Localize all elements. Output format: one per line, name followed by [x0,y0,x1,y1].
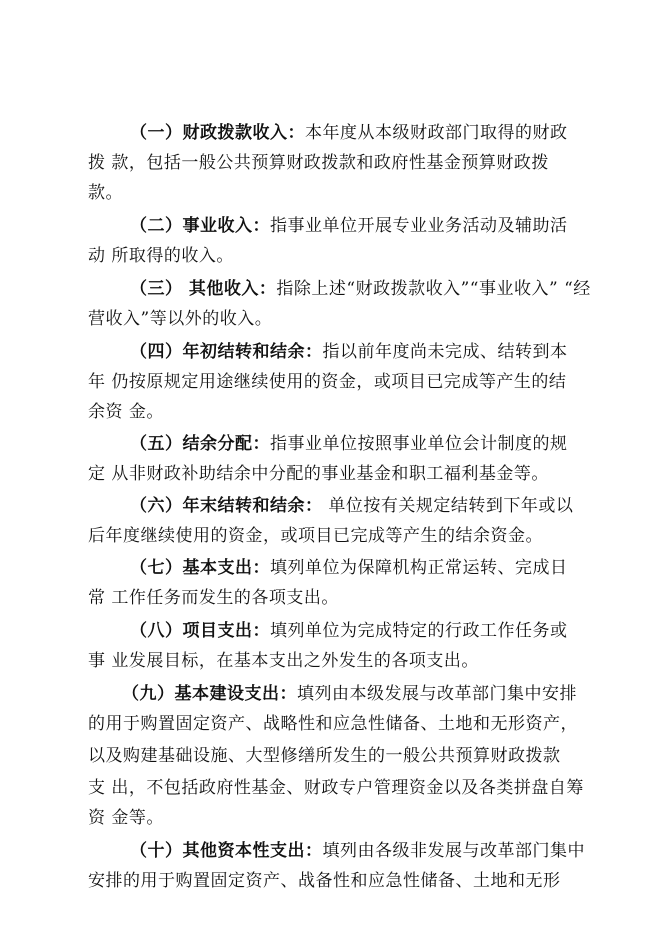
item-text: 营收入”等以外的收入。 [88,309,273,329]
item-text: 填列单位为保障机构正常运转、完成日 [270,558,568,578]
item-continuation-line [88,587,339,609]
item-term: （四）年初结转和结余： [130,342,323,362]
item-first-line [130,215,568,237]
item-text: 拨 款，包括一般公共预算财政拨款和政府性基金预算财政拨 [88,153,549,173]
item-term: （九）基本建设支出： [122,684,297,704]
item-first-line [130,433,568,455]
item-text: 指除上述“财政拨款收入”“事业收入” “经 [276,279,591,299]
item-continuation-line [88,182,123,204]
item-term: （二）事业收入： [130,216,270,236]
item-first-line [130,620,568,642]
item-term: （一）财政拨款收入： [130,123,305,143]
item-text: 本年度从本级财政部门取得的财政 [305,123,568,143]
item-continuation-line [88,308,272,330]
item-text: 款。 [88,183,123,203]
item-text: 安排的用于购置固定资产、战备性和应急性储备、土地和无形 [88,871,561,891]
item-text: 年 仍按原规定用途继续使用的资金，或项目已完成等产生的结 [88,372,567,392]
item-text: 填列由本级发展与改革部门集中安排 [297,684,577,704]
item-text: 常 工作任务而发生的各项支出。 [88,588,339,608]
item-continuation-line [88,463,549,485]
item-continuation-line [88,870,561,892]
item-text: 支 出，不包括政府性基金、财政专户管理资金以及各类拼盘自筹 [88,778,584,798]
item-term: （六）年末结转和结余： [130,496,323,516]
item-text: 单位按有关规定结转到下年或以 [322,496,574,516]
item-text: 事 业发展目标，在基本支出之外发生的各项支出。 [88,651,479,671]
item-first-line [130,341,568,363]
item-continuation-line [88,713,578,735]
item-continuation-line [88,745,561,767]
item-continuation-line [88,401,164,423]
item-text: 填列单位为完成特定的行政工作任务或 [270,621,568,641]
item-text: 以及购建基础设施、大型修缮所发生的一般公共预算财政拨款 [88,746,561,766]
item-text: 的用于购置固定资产、战略性和应急性储备、土地和无形资产， [88,714,578,734]
item-first-line [130,122,568,144]
item-first-line [130,840,585,862]
item-first-line [122,683,577,705]
item-text: 指以前年度尚未完成、结转到本 [322,342,568,362]
item-continuation-line [88,650,479,672]
item-term: （三） 其他收入： [130,279,277,299]
item-term: （五）结余分配： [130,434,270,454]
item-text: 后年度继续使用的资金，或项目已完成等产生的结余资金。 [88,526,543,546]
item-term: （八）项目支出： [130,621,270,641]
item-text: 指事业单位按照事业单位会计制度的规 [270,434,568,454]
item-term: （七）基本支出： [130,558,270,578]
item-text: 定 从非财政补助结余中分配的事业基金和职工福利基金等。 [88,464,549,484]
item-text: 资 金等。 [88,808,164,828]
item-text: 指事业单位开展专业业务活动及辅助活 [270,216,568,236]
item-continuation-line [88,777,584,799]
item-term: （十）其他资本性支出： [130,841,323,861]
item-first-line [130,495,573,517]
item-text: 填列由各级非发展与改革部门集中 [322,841,585,861]
item-first-line [130,278,591,300]
item-continuation-line [88,371,566,393]
item-continuation-line [88,245,234,267]
item-first-line [130,557,568,579]
item-text: 余资 金。 [88,402,164,422]
item-continuation-line [88,807,164,829]
item-continuation-line [88,525,543,547]
item-continuation-line [88,152,549,174]
item-text: 动 所取得的收入。 [88,246,234,266]
